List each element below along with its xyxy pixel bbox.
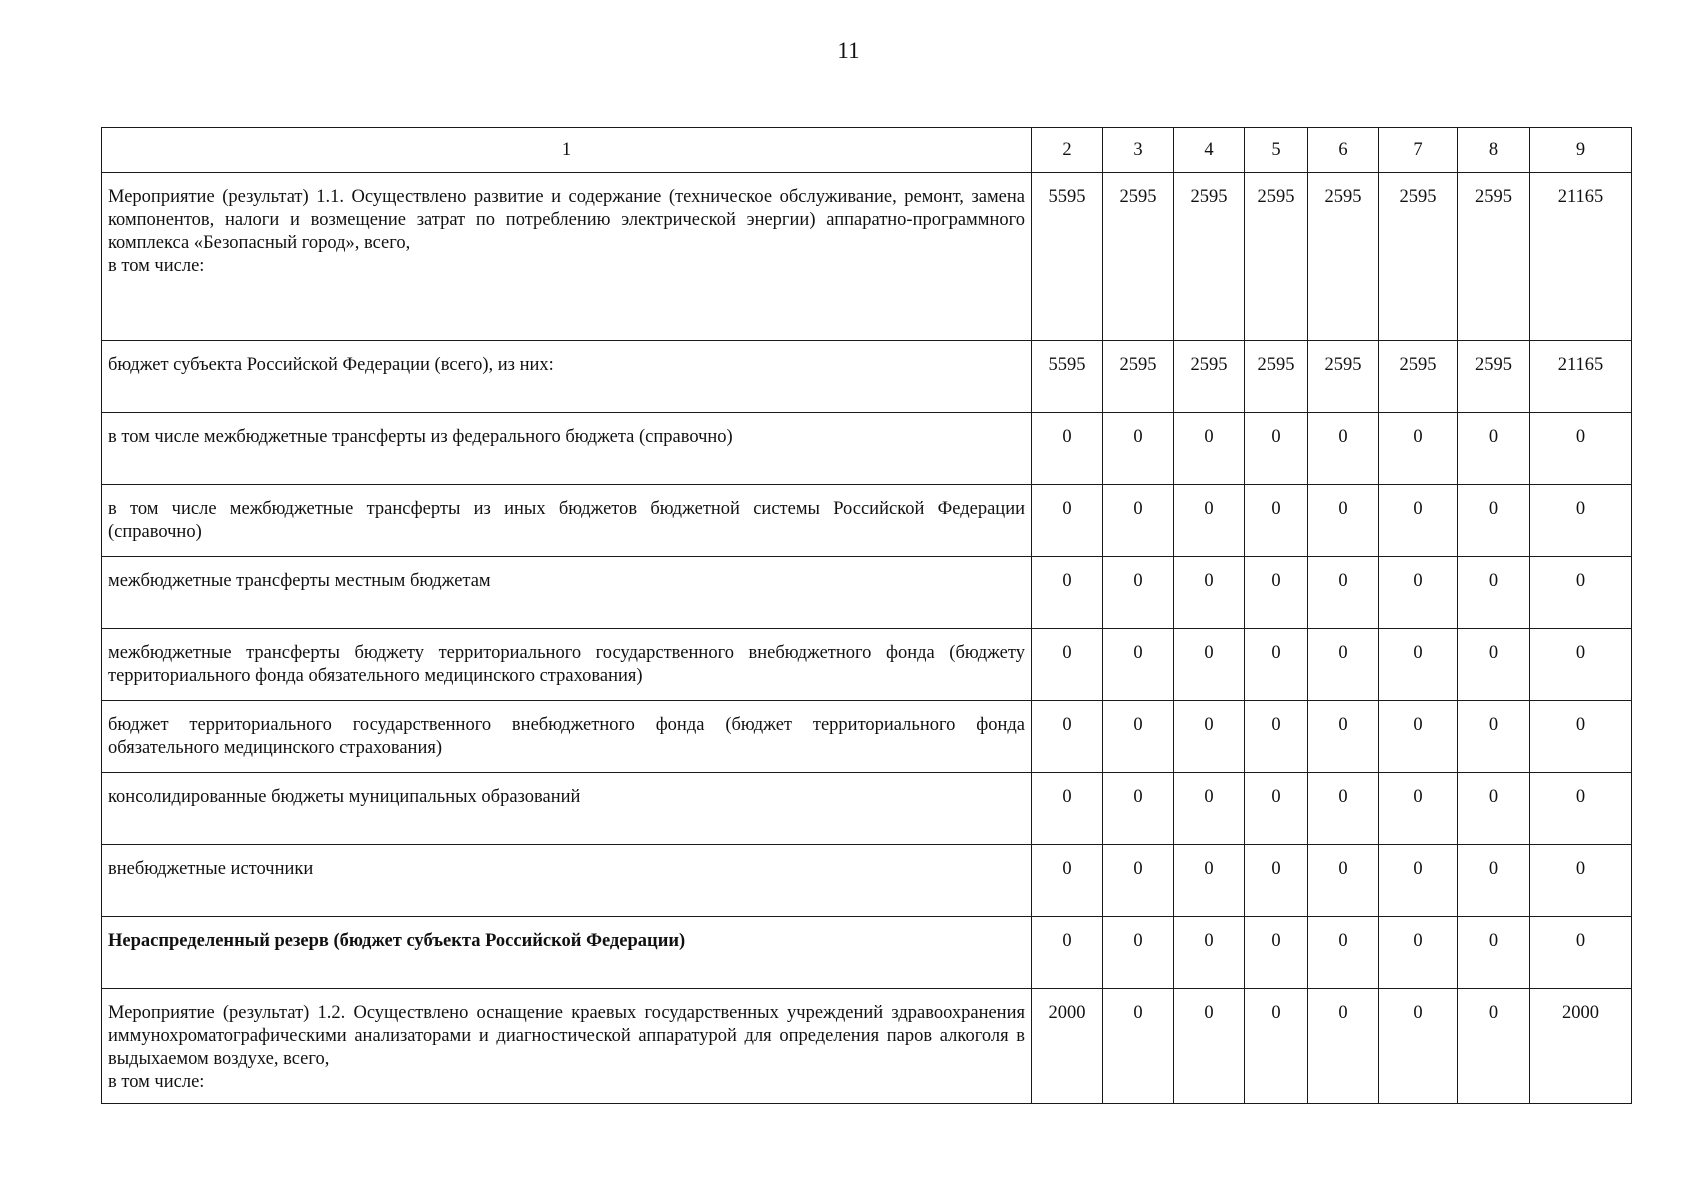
value-cell-col-7: 0 (1379, 989, 1458, 1104)
value-cell-col-8: 0 (1458, 701, 1530, 773)
value-cell-col-2: 5595 (1032, 341, 1103, 413)
value-cell-col-7: 0 (1379, 629, 1458, 701)
header-row (102, 128, 1632, 173)
value-cell-col-3: 0 (1103, 701, 1174, 773)
value-cell-col-6: 0 (1308, 701, 1379, 773)
column-header-5: 5 (1245, 128, 1308, 173)
column-header-7: 7 (1379, 128, 1458, 173)
row-label-line: в том числе: (108, 256, 205, 276)
value-cell-col-7: 2595 (1379, 173, 1458, 341)
column-header-3: 3 (1103, 128, 1174, 173)
funding-table (101, 127, 1632, 1104)
value-cell-col-2: 0 (1032, 629, 1103, 701)
value-cell-col-2: 0 (1032, 557, 1103, 629)
value-cell-col-9: 2000 (1530, 989, 1632, 1104)
value-cell-col-9: 0 (1530, 557, 1632, 629)
value-cell-col-2: 2000 (1032, 989, 1103, 1104)
value-cell-col-6: 2595 (1308, 173, 1379, 341)
value-cell-col-4: 0 (1174, 989, 1245, 1104)
row-label-line: в том числе: (108, 1072, 205, 1092)
value-cell-col-7: 0 (1379, 701, 1458, 773)
row-label-line: бюджет субъекта Российской Федерации (всего), из них: (108, 355, 554, 375)
value-cell-col-5: 0 (1245, 557, 1308, 629)
value-cell-col-3: 0 (1103, 413, 1174, 485)
value-cell-col-8: 0 (1458, 557, 1530, 629)
row-label-line: консолидированные бюджеты муниципальных образований (108, 787, 581, 807)
value-cell-col-2: 0 (1032, 845, 1103, 917)
value-cell-col-2: 0 (1032, 917, 1103, 989)
value-cell-col-6: 2595 (1308, 341, 1379, 413)
value-cell-col-8: 0 (1458, 485, 1530, 557)
row-label (102, 173, 1032, 341)
value-cell-col-2: 0 (1032, 485, 1103, 557)
row-label (102, 413, 1032, 485)
value-cell-col-9: 0 (1530, 629, 1632, 701)
row-label (102, 701, 1032, 773)
value-cell-col-5: 0 (1245, 485, 1308, 557)
value-cell-col-4: 0 (1174, 485, 1245, 557)
value-cell-col-8: 0 (1458, 917, 1530, 989)
row-label (102, 629, 1032, 701)
value-cell-col-8: 0 (1458, 773, 1530, 845)
value-cell-col-2: 5595 (1032, 173, 1103, 341)
table-row (102, 557, 1632, 629)
value-cell-col-6: 0 (1308, 989, 1379, 1104)
table-row (102, 917, 1632, 989)
value-cell-col-3: 0 (1103, 845, 1174, 917)
value-cell-col-9: 0 (1530, 413, 1632, 485)
value-cell-col-8: 2595 (1458, 341, 1530, 413)
row-label-line: в том числе межбюджетные трансферты из иных бюджетов бюджетной системы Российской Федерации (справочно) (108, 499, 1025, 542)
value-cell-col-5: 0 (1245, 773, 1308, 845)
value-cell-col-5: 0 (1245, 413, 1308, 485)
value-cell-col-7: 0 (1379, 773, 1458, 845)
value-cell-col-5: 2595 (1245, 173, 1308, 341)
table-row (102, 989, 1632, 1104)
value-cell-col-2: 0 (1032, 773, 1103, 845)
value-cell-col-6: 0 (1308, 773, 1379, 845)
value-cell-col-3: 0 (1103, 557, 1174, 629)
column-header-1: 1 (102, 128, 1032, 173)
row-label-line: Мероприятие (результат) 1.2. Осуществлено оснащение краевых государственных учреждений здравоохранения иммунохроматографическими анализаторами и диагностической аппаратурой для определения паров алкоголя в выдыхаемом воздухе, всего, (108, 1003, 1025, 1069)
row-label-line: межбюджетные трансферты местным бюджетам (108, 571, 491, 591)
value-cell-col-2: 0 (1032, 413, 1103, 485)
column-header-4: 4 (1174, 128, 1245, 173)
column-header-9: 9 (1530, 128, 1632, 173)
value-cell-col-7: 2595 (1379, 341, 1458, 413)
table-row (102, 485, 1632, 557)
value-cell-col-4: 2595 (1174, 341, 1245, 413)
row-label (102, 845, 1032, 917)
value-cell-col-6: 0 (1308, 629, 1379, 701)
value-cell-col-9: 0 (1530, 701, 1632, 773)
value-cell-col-5: 0 (1245, 629, 1308, 701)
value-cell-col-5: 0 (1245, 989, 1308, 1104)
value-cell-col-4: 0 (1174, 773, 1245, 845)
row-label-line: бюджет территориального государственного внебюджетного фонда (бюджет территориального фонда обязательного медицинского страхования) (108, 715, 1025, 758)
value-cell-col-2: 0 (1032, 701, 1103, 773)
value-cell-col-3: 0 (1103, 629, 1174, 701)
table-row (102, 341, 1632, 413)
row-label-line: внебюджетные источники (108, 859, 314, 879)
value-cell-col-8: 0 (1458, 413, 1530, 485)
table-body (102, 173, 1632, 1104)
value-cell-col-9: 0 (1530, 845, 1632, 917)
value-cell-col-4: 0 (1174, 629, 1245, 701)
table-row (102, 701, 1632, 773)
value-cell-col-3: 2595 (1103, 341, 1174, 413)
row-label (102, 557, 1032, 629)
value-cell-col-3: 2595 (1103, 173, 1174, 341)
value-cell-col-6: 0 (1308, 845, 1379, 917)
row-label (102, 341, 1032, 413)
value-cell-col-4: 2595 (1174, 173, 1245, 341)
value-cell-col-8: 2595 (1458, 173, 1530, 341)
row-label-line: в том числе межбюджетные трансферты из федерального бюджета (справочно) (108, 427, 733, 447)
value-cell-col-6: 0 (1308, 485, 1379, 557)
value-cell-col-8: 0 (1458, 845, 1530, 917)
row-label (102, 989, 1032, 1104)
value-cell-col-7: 0 (1379, 917, 1458, 989)
value-cell-col-9: 0 (1530, 773, 1632, 845)
row-label (102, 485, 1032, 557)
value-cell-col-7: 0 (1379, 485, 1458, 557)
value-cell-col-6: 0 (1308, 413, 1379, 485)
row-label (102, 917, 1032, 989)
value-cell-col-4: 0 (1174, 845, 1245, 917)
value-cell-col-3: 0 (1103, 773, 1174, 845)
row-label-line: межбюджетные трансферты бюджету территориального государственного внебюджетного фонда (бюджету территориального фонда обязательного медицинского страхования) (108, 643, 1025, 686)
value-cell-col-6: 0 (1308, 557, 1379, 629)
value-cell-col-4: 0 (1174, 701, 1245, 773)
row-label (102, 773, 1032, 845)
value-cell-col-7: 0 (1379, 413, 1458, 485)
column-header-8: 8 (1458, 128, 1530, 173)
value-cell-col-8: 0 (1458, 629, 1530, 701)
table-row (102, 773, 1632, 845)
value-cell-col-7: 0 (1379, 845, 1458, 917)
value-cell-col-9: 21165 (1530, 341, 1632, 413)
column-header-6: 6 (1308, 128, 1379, 173)
value-cell-col-4: 0 (1174, 557, 1245, 629)
value-cell-col-9: 0 (1530, 917, 1632, 989)
value-cell-col-5: 0 (1245, 917, 1308, 989)
value-cell-col-8: 0 (1458, 989, 1530, 1104)
value-cell-col-3: 0 (1103, 485, 1174, 557)
table-row (102, 413, 1632, 485)
value-cell-col-6: 0 (1308, 917, 1379, 989)
table-row (102, 629, 1632, 701)
value-cell-col-9: 21165 (1530, 173, 1632, 341)
value-cell-col-3: 0 (1103, 917, 1174, 989)
column-header-2: 2 (1032, 128, 1103, 173)
value-cell-col-4: 0 (1174, 917, 1245, 989)
value-cell-col-5: 0 (1245, 845, 1308, 917)
value-cell-col-4: 0 (1174, 413, 1245, 485)
value-cell-col-5: 0 (1245, 701, 1308, 773)
value-cell-col-3: 0 (1103, 989, 1174, 1104)
value-cell-col-9: 0 (1530, 485, 1632, 557)
value-cell-col-7: 0 (1379, 557, 1458, 629)
row-label-line: Мероприятие (результат) 1.1. Осуществлено развитие и содержание (техническое обслуживание, ремонт, замена компонентов, налоги и возмещение затрат по потреблению электрической энергии) аппаратно-программного комплекса «Безопасный город», всего, (108, 187, 1025, 253)
row-label-line: Нераспределенный резерв (бюджет субъекта Российской Федерации) (108, 931, 686, 951)
table-row (102, 173, 1632, 341)
value-cell-col-5: 2595 (1245, 341, 1308, 413)
page-number: 11 (837, 38, 860, 63)
table-row (102, 845, 1632, 917)
